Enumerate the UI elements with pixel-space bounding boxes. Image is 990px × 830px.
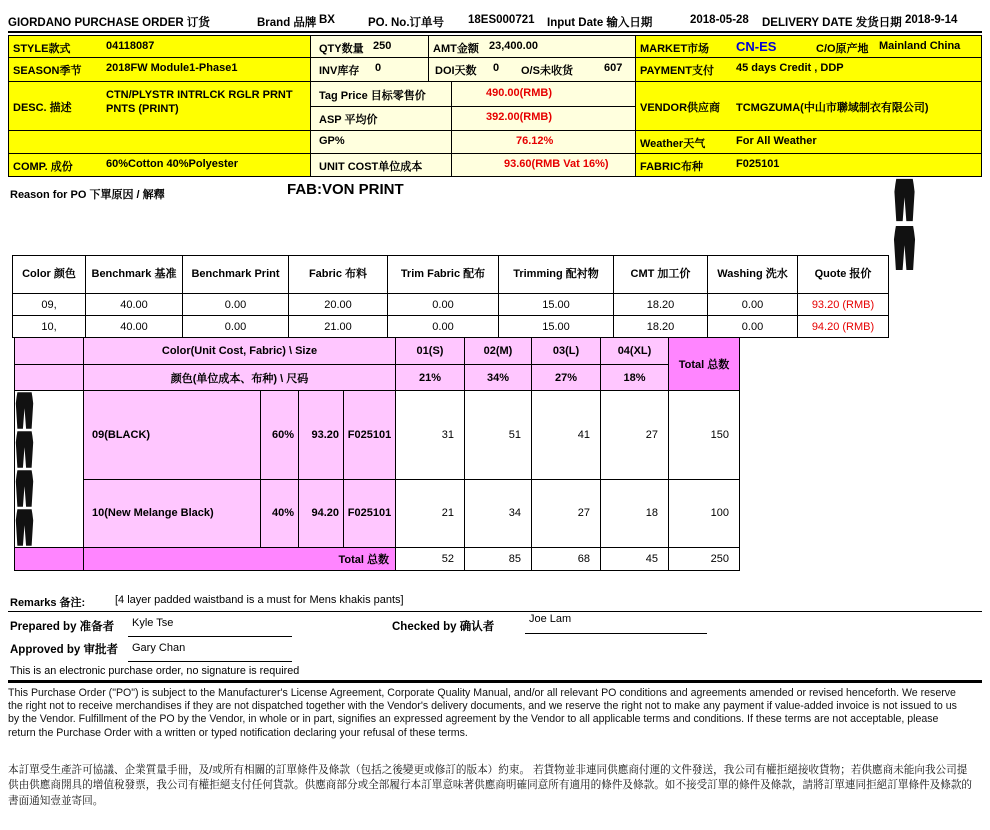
corner-cell	[15, 365, 84, 391]
desc-cell	[8, 81, 311, 131]
desc-label: DESC. 描述	[13, 102, 72, 114]
checked-by-label: Checked by 确认者	[392, 621, 495, 633]
cell-color: 10,	[13, 316, 86, 338]
approved-by-signature: Gary Chan	[128, 642, 292, 662]
total-m: 85	[465, 548, 532, 571]
electronic-po-note: This is an electronic purchase order, no signature is required	[10, 665, 300, 677]
brand-value: BX	[319, 14, 335, 26]
total-xl: 45	[601, 548, 669, 571]
season-value: 2018FW Module1-Phase1	[106, 62, 238, 74]
ratio-l: 27%	[532, 365, 601, 391]
size-col-s: 01(S)	[396, 338, 465, 365]
size-col-xl: 04(XL)	[601, 338, 669, 365]
qty-label: QTY数量	[319, 43, 364, 55]
cell-trimming: 15.00	[499, 316, 614, 338]
qty-cell	[310, 35, 429, 58]
size-table	[14, 337, 740, 571]
asp-value: 392.00(RMB)	[486, 111, 553, 123]
quote-row	[13, 316, 889, 338]
fabric-value: F025101	[736, 158, 780, 170]
market-value: CN-ES	[736, 39, 777, 54]
amt-label: AMT金额	[433, 43, 479, 55]
gp-label: GP%	[319, 135, 345, 147]
cell-trimming: 15.00	[499, 294, 614, 316]
gp-divider	[451, 131, 452, 153]
prepared-by-signature: Kyle Tse	[128, 617, 292, 637]
unitcost-divider	[451, 154, 452, 176]
cell-cmt: 18.20	[614, 316, 708, 338]
desc-value: CTN/PLYSTR INTRLCK RGLR PRNT PNTS (PRINT)	[106, 89, 293, 116]
ratio-m: 34%	[465, 365, 532, 391]
size-col-l: 03(L)	[532, 338, 601, 365]
size-row-melange	[15, 479, 740, 547]
qty-value: 250	[373, 40, 392, 52]
pants-swatch-icon	[15, 430, 34, 469]
market-label: MARKET市场	[640, 43, 710, 55]
size-table-wrap	[14, 337, 740, 571]
delivery-date-label: DELIVERY DATE 发货日期	[762, 17, 902, 29]
grand-total: 250	[669, 548, 740, 571]
quote-header-color: Color 颜色	[13, 256, 86, 294]
size-row-black	[15, 391, 740, 480]
weather-cell	[635, 130, 982, 154]
pants-photo-icon	[893, 224, 916, 272]
brand-label: Brand 品牌	[257, 17, 317, 29]
inv-label: INV库存	[319, 65, 360, 77]
inv-value: 0	[375, 62, 382, 74]
vendor-label: VENDOR供应商	[640, 102, 721, 114]
header-divider	[8, 31, 982, 33]
qty-m: 51	[465, 391, 532, 480]
qty-row-total: 150	[669, 391, 740, 480]
quote-table-wrap	[12, 255, 889, 338]
quote-header-trimming: Trimming 配衬物	[499, 256, 614, 294]
quote-header-washing: Washing 洗水	[708, 256, 798, 294]
doi-os-cell	[428, 57, 636, 82]
size-header-cn: 颜色(单位成本、布种) \ 尺码	[84, 365, 396, 391]
qty-s: 31	[396, 391, 465, 480]
comp-cell	[8, 153, 311, 177]
unitcost-label: UNIT COST单位成本	[319, 161, 423, 173]
prepared-by-label: Prepared by 准备者	[10, 621, 115, 633]
corner-cell	[15, 338, 84, 365]
approved-by-label: Approved by 审批者	[10, 644, 118, 656]
reason-for-po-label: Reason for PO 下單原因 / 解釋	[10, 189, 165, 201]
cell-washing: 0.00	[708, 294, 798, 316]
remarks-label: Remarks 备注:	[10, 597, 86, 609]
colour-unit-cost: 94.20	[299, 479, 344, 547]
pants-swatch-icon	[15, 391, 34, 430]
colour-name: 09(BLACK)	[84, 391, 261, 480]
remarks-value: [4 layer padded waistband is a must for Mens khakis pants]	[115, 594, 404, 606]
colour-unit-cost: 93.20	[299, 391, 344, 480]
pants-swatch-icon	[15, 508, 34, 547]
comp-value: 60%Cotton 40%Polyester	[106, 158, 239, 170]
country-origin-value: Mainland China	[879, 40, 961, 52]
cell-washing: 0.00	[708, 316, 798, 338]
fabric-cell	[635, 153, 982, 177]
payment-cell	[635, 57, 982, 82]
cell-trim-fabric: 0.00	[388, 294, 499, 316]
checked-by-signature: Joe Lam	[525, 613, 707, 634]
weather-label: Weather天气	[640, 138, 706, 150]
quote-row	[13, 294, 889, 316]
vendor-cell	[635, 81, 982, 131]
total-row-label: Total 总数	[84, 548, 396, 571]
total-l: 68	[532, 548, 601, 571]
total-header: Total 总数	[669, 338, 740, 391]
inv-cell	[310, 57, 429, 82]
os-label: O/S未收货	[521, 65, 573, 77]
qty-xl: 18	[601, 479, 669, 547]
unitcost-cell	[310, 153, 636, 177]
qty-xl: 27	[601, 391, 669, 480]
colour-name: 10(New Melange Black)	[84, 479, 261, 547]
fab-note: FAB:VON PRINT	[287, 181, 404, 198]
size-header-en: Color(Unit Cost, Fabric) \ Size	[84, 338, 396, 365]
season-cell	[8, 57, 311, 82]
qty-s: 21	[396, 479, 465, 547]
colour-mix: 60%	[261, 391, 299, 480]
cell-benchmark: 40.00	[86, 316, 183, 338]
country-origin-label: C/O原产地	[816, 43, 869, 55]
size-header-row-2	[15, 365, 740, 391]
pants-photo-icon	[893, 178, 916, 222]
input-date-label: Input Date 输入日期	[547, 17, 653, 29]
total-row-corner	[15, 548, 84, 571]
cell-cmt: 18.20	[614, 294, 708, 316]
quote-header-cmt: CMT 加工价	[614, 256, 708, 294]
size-col-m: 02(M)	[465, 338, 532, 365]
colour-fabric-code: F025101	[344, 479, 396, 547]
gp-cell	[310, 130, 636, 154]
blank-yellow-cell	[8, 130, 311, 154]
asp-label: ASP 平均价	[319, 114, 378, 126]
style-value: 04118087	[106, 40, 155, 52]
market-cell	[635, 35, 982, 58]
tag-asp-divider-h	[311, 106, 635, 107]
payment-value: 45 days Credit , DDP	[736, 62, 844, 74]
cell-quote: 94.20 (RMB)	[798, 316, 889, 338]
ratio-xl: 18%	[601, 365, 669, 391]
amt-value: 23,400.00	[489, 40, 538, 52]
cell-benchmark-print: 0.00	[183, 294, 289, 316]
po-number-value: 18ES000721	[468, 14, 535, 26]
quote-header-row	[13, 256, 889, 294]
size-header-row-1	[15, 338, 740, 365]
payment-label: PAYMENT支付	[640, 65, 714, 77]
tag-price-label: Tag Price 目标零售价	[319, 90, 426, 102]
total-s: 52	[396, 548, 465, 571]
tag-asp-cell	[310, 81, 636, 131]
qty-row-total: 100	[669, 479, 740, 547]
terms-english: This Purchase Order ("PO") is subject to the Manufacturer's License Agreement, Corporate Quality Manual, and/or all relevant PO conditions and agreements amended or revised henceforth. We reserve the right not to receive merchandises if they are not dispatched together with the Vendor's delivery documents, and we reserve the right not to make any payment if value-added invoice is not issued to us by the Vendor. Fulfillment of the PO by the Vendor, in whole or in part, signifies an expressed agreement by the Vendor to all applicable terms and conditions. If these terms are not acceptable, please return the Purchase Order with a written or typed notification declaring your refusal of these terms.	[8, 687, 957, 739]
comp-label: COMP. 成份	[13, 161, 73, 173]
doi-value: 0	[493, 62, 500, 74]
cell-quote: 93.20 (RMB)	[798, 294, 889, 316]
gp-value: 76.12%	[516, 135, 554, 147]
amt-cell	[428, 35, 636, 58]
doc-title: GIORDANO PURCHASE ORDER 订货	[8, 17, 210, 29]
cell-fabric: 21.00	[289, 316, 388, 338]
cell-trim-fabric: 0.00	[388, 316, 499, 338]
terms-divider	[8, 680, 982, 683]
quote-header-quote: Quote 报价	[798, 256, 889, 294]
weather-value: For All Weather	[736, 135, 817, 147]
cell-benchmark-print: 0.00	[183, 316, 289, 338]
season-label: SEASON季节	[13, 65, 82, 77]
quote-table	[12, 255, 889, 338]
ratio-s: 21%	[396, 365, 465, 391]
quote-header-fabric: Fabric 布料	[289, 256, 388, 294]
colour-mix: 40%	[261, 479, 299, 547]
quote-header-benchmark-print: Benchmark Print	[183, 256, 289, 294]
unitcost-value: 93.60(RMB Vat 16%)	[504, 158, 609, 170]
style-label: STYLE款式	[13, 43, 71, 55]
colour-swatch-cell	[15, 391, 84, 548]
remarks-divider	[8, 611, 982, 612]
os-value: 607	[604, 62, 623, 74]
qty-l: 27	[532, 479, 601, 547]
cell-color: 09,	[13, 294, 86, 316]
terms-chinese: 本訂單受生產許可協議、企業質量手冊，及/或所有相關的訂單條件及條款（包括之後變更或修訂的版本）約束。 若貨物並非連同供應商付運的文件發送，我公司有權拒絕接收貨物；若供應商未能向我公司提供由供應商開具的增值稅發票，我公司有權拒絕支付任何貨款。供應商部分或全部履行本訂單意味著供應商明確同意所有適用的條件及條款。如不接受訂單的條件及條款，請將訂單連同拒絕訂單條件及條款的書面通知壹並寄回。	[8, 764, 973, 807]
cell-fabric: 20.00	[289, 294, 388, 316]
style-cell	[8, 35, 311, 58]
colour-fabric-code: F025101	[344, 391, 396, 480]
quote-header-benchmark: Benchmark 基准	[86, 256, 183, 294]
size-total-row	[15, 548, 740, 571]
quote-header-trim-fabric: Trim Fabric 配布	[388, 256, 499, 294]
pants-swatch-icon	[15, 469, 34, 508]
qty-l: 41	[532, 391, 601, 480]
vendor-value: TCMGZUMA(中山市聯域制衣有限公司)	[736, 102, 929, 114]
delivery-date-value: 2018-9-14	[905, 14, 958, 26]
fabric-label: FABRIC布种	[640, 161, 703, 173]
qty-m: 34	[465, 479, 532, 547]
input-date-value: 2018-05-28	[690, 14, 749, 26]
cell-benchmark: 40.00	[86, 294, 183, 316]
tag-price-value: 490.00(RMB)	[486, 87, 553, 99]
po-number-label: PO. No.订单号	[368, 17, 445, 29]
doi-label: DOI天数	[435, 65, 477, 77]
